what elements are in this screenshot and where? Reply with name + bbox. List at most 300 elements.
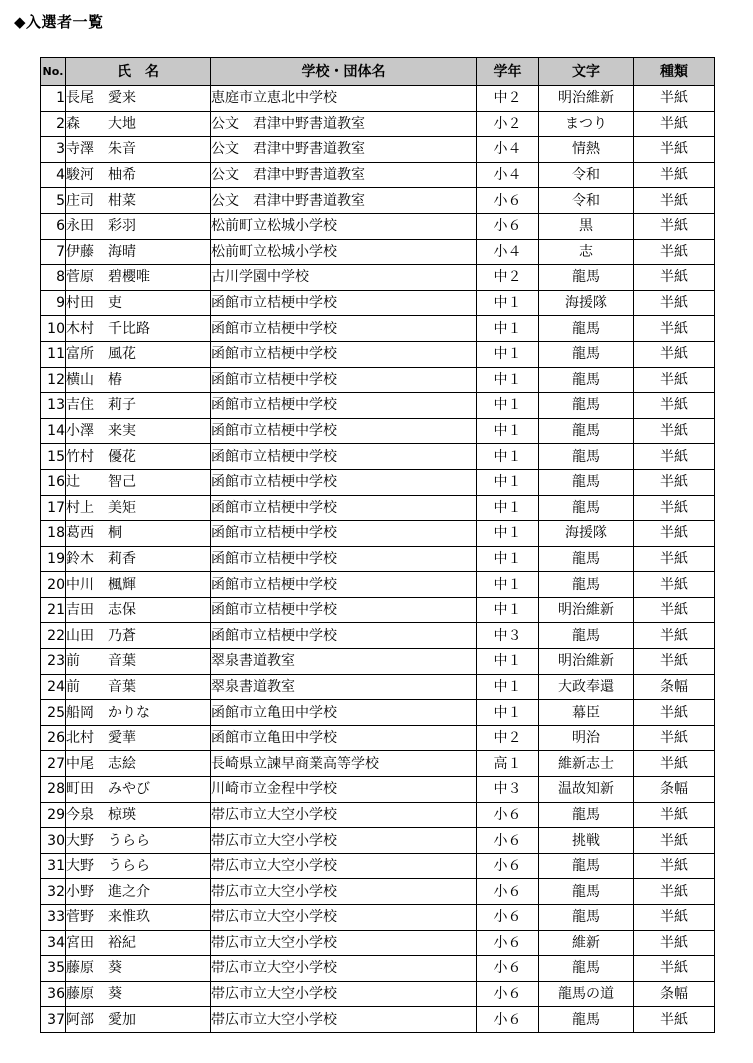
family-name: 山田 [66,627,94,644]
row-school: 長崎県立諫早商業高等学校 [211,751,477,777]
row-character: 龍馬 [539,853,634,879]
row-grade: 中３ [477,777,539,803]
row-character: 令和 [539,162,634,188]
table-row [41,597,715,623]
family-name: 富所 [66,346,94,363]
row-name [66,1007,211,1033]
row-name [66,597,211,623]
row-name [66,86,211,112]
family-name: 今泉 [66,806,94,823]
row-number: 27 [41,751,66,777]
row-grade: 中１ [477,341,539,367]
row-name [66,981,211,1007]
row-school: 公文 君津中野書道教室 [211,162,477,188]
row-school: 函館市立亀田中学校 [211,700,477,726]
header-no: No. [41,58,66,86]
row-character: 龍馬 [539,623,634,649]
row-school: 函館市立桔梗中学校 [211,367,477,393]
row-character: 黒 [539,213,634,239]
row-name [66,725,211,751]
family-name: 横山 [66,371,94,388]
row-type: 半紙 [634,418,715,444]
table-row [41,572,715,598]
given-name: 彩羽 [108,218,136,235]
table-body [41,86,715,1033]
row-number: 19 [41,546,66,572]
row-type: 半紙 [634,623,715,649]
table-row [41,751,715,777]
row-type: 半紙 [634,86,715,112]
family-name: 小澤 [66,423,94,440]
table-row [41,86,715,112]
row-school: 函館市立桔梗中学校 [211,469,477,495]
row-type: 条幅 [634,674,715,700]
row-character: 挑戦 [539,828,634,854]
row-school: 翠泉書道教室 [211,649,477,675]
row-type: 半紙 [634,111,715,137]
row-school: 函館市立桔梗中学校 [211,572,477,598]
header-grade: 学年 [477,58,539,86]
given-name: 愛加 [108,1011,136,1028]
row-name [66,341,211,367]
row-grade: 小６ [477,188,539,214]
family-name: 永田 [66,218,94,235]
row-type: 半紙 [634,751,715,777]
table-row [41,316,715,342]
table-row [41,469,715,495]
row-character: 龍馬 [539,495,634,521]
row-type: 半紙 [634,316,715,342]
row-number: 5 [41,188,66,214]
row-school: 函館市立桔梗中学校 [211,521,477,547]
table-row [41,341,715,367]
row-school: 松前町立松城小学校 [211,213,477,239]
given-name: 椿 [108,371,122,388]
row-type: 条幅 [634,981,715,1007]
row-number: 6 [41,213,66,239]
given-name: 莉香 [108,550,136,567]
row-number: 33 [41,905,66,931]
given-name: 吏 [108,295,122,312]
table-row [41,828,715,854]
row-type: 半紙 [634,393,715,419]
family-name: 阿部 [66,1011,94,1028]
row-name [66,137,211,163]
table-row [41,649,715,675]
family-name: 村上 [66,499,94,516]
row-grade: 中１ [477,674,539,700]
table-row [41,393,715,419]
table-row [41,239,715,265]
table-row [41,956,715,982]
family-name: 竹村 [66,448,94,465]
row-character: 情熱 [539,137,634,163]
given-name: 莉子 [108,397,136,414]
given-name: 愛華 [108,730,136,747]
row-name [66,853,211,879]
row-name [66,367,211,393]
row-character: まつり [539,111,634,137]
row-name [66,751,211,777]
row-name [66,879,211,905]
row-type: 半紙 [634,853,715,879]
row-number: 10 [41,316,66,342]
row-school: 帯広市立大空小学校 [211,828,477,854]
row-grade: 小４ [477,137,539,163]
row-number: 9 [41,290,66,316]
row-grade: 高１ [477,751,539,777]
row-name [66,905,211,931]
table-row [41,802,715,828]
family-name: 庄司 [66,192,94,209]
family-name: 長尾 [66,90,94,107]
row-number: 20 [41,572,66,598]
selection-table [40,57,715,1033]
family-name: 藤原 [66,960,94,977]
row-number: 11 [41,341,66,367]
row-school: 函館市立桔梗中学校 [211,316,477,342]
given-name: かりな [108,704,150,721]
row-grade: 小６ [477,981,539,1007]
row-number: 16 [41,469,66,495]
row-number: 29 [41,802,66,828]
family-name: 前 [66,653,80,670]
table-row [41,546,715,572]
row-grade: 小４ [477,162,539,188]
row-number: 18 [41,521,66,547]
given-name: 千比路 [108,320,150,337]
family-name: 森 [66,115,80,132]
given-name: 裕紀 [108,934,136,951]
row-school: 函館市立亀田中学校 [211,725,477,751]
family-name: 大野 [66,858,94,875]
given-name: 音葉 [108,678,136,695]
row-name [66,802,211,828]
row-grade: 中１ [477,367,539,393]
row-grade: 中１ [477,546,539,572]
row-character: 龍馬 [539,905,634,931]
table-row [41,188,715,214]
row-character: 龍馬 [539,341,634,367]
given-name: 音葉 [108,653,136,670]
row-school: 帯広市立大空小学校 [211,956,477,982]
row-character: 海援隊 [539,290,634,316]
row-character: 明治維新 [539,597,634,623]
row-type: 半紙 [634,239,715,265]
given-name: 乃蒼 [108,627,136,644]
row-name [66,162,211,188]
row-character: 龍馬 [539,469,634,495]
row-school: 古川学園中学校 [211,265,477,291]
table-row [41,853,715,879]
row-name [66,444,211,470]
row-character: 龍馬 [539,546,634,572]
row-type: 半紙 [634,469,715,495]
header-name: 氏 名 [66,58,211,86]
row-type: 半紙 [634,930,715,956]
row-grade: 小６ [477,1007,539,1033]
row-school: 帯広市立大空小学校 [211,905,477,931]
given-name: 柚希 [108,167,136,184]
row-character: 温故知新 [539,777,634,803]
table-row [41,700,715,726]
row-school: 函館市立桔梗中学校 [211,495,477,521]
row-character: 龍馬 [539,879,634,905]
row-grade: 中２ [477,725,539,751]
family-name: 小野 [66,883,94,900]
table-row [41,290,715,316]
row-character: 維新志士 [539,751,634,777]
row-number: 24 [41,674,66,700]
row-character: 龍馬の道 [539,981,634,1007]
given-name: 碧櫻唯 [108,269,150,286]
row-grade: 中３ [477,623,539,649]
row-school: 公文 君津中野書道教室 [211,137,477,163]
row-type: 半紙 [634,546,715,572]
family-name: 鈴木 [66,550,94,567]
row-school: 帯広市立大空小学校 [211,802,477,828]
row-grade: 中１ [477,418,539,444]
row-school: 函館市立桔梗中学校 [211,341,477,367]
family-name: 大野 [66,832,94,849]
row-type: 半紙 [634,341,715,367]
row-grade: 中２ [477,86,539,112]
row-number: 13 [41,393,66,419]
row-character: 明治維新 [539,649,634,675]
row-character: 令和 [539,188,634,214]
row-name [66,495,211,521]
row-character: 明治維新 [539,86,634,112]
row-name [66,572,211,598]
row-type: 半紙 [634,213,715,239]
family-name: 船岡 [66,704,94,721]
given-name: 朱音 [108,141,136,158]
row-school: 函館市立桔梗中学校 [211,546,477,572]
row-character: 龍馬 [539,367,634,393]
given-name: 来惟玖 [108,909,150,926]
table-row [41,111,715,137]
row-number: 2 [41,111,66,137]
table-row [41,725,715,751]
row-school: 函館市立桔梗中学校 [211,597,477,623]
row-type: 半紙 [634,265,715,291]
row-number: 36 [41,981,66,1007]
row-type: 半紙 [634,879,715,905]
row-type: 半紙 [634,725,715,751]
given-name: 智己 [108,474,136,491]
row-grade: 小６ [477,828,539,854]
row-type: 半紙 [634,597,715,623]
row-school: 公文 君津中野書道教室 [211,188,477,214]
row-name [66,213,211,239]
family-name: 菅野 [66,909,94,926]
row-grade: 中１ [477,597,539,623]
row-grade: 小４ [477,239,539,265]
row-number: 26 [41,725,66,751]
row-type: 半紙 [634,956,715,982]
row-type: 半紙 [634,828,715,854]
row-school: 帯広市立大空小学校 [211,1007,477,1033]
row-name [66,930,211,956]
row-number: 23 [41,649,66,675]
row-name [66,674,211,700]
family-name: 木村 [66,320,94,337]
family-name: 辻 [66,474,80,491]
row-type: 半紙 [634,521,715,547]
row-number: 34 [41,930,66,956]
row-character: 明治 [539,725,634,751]
row-grade: 中１ [477,572,539,598]
row-grade: 中２ [477,265,539,291]
row-grade: 小２ [477,111,539,137]
row-name [66,239,211,265]
table-row [41,137,715,163]
header-type: 種類 [634,58,715,86]
row-type: 半紙 [634,137,715,163]
page-title: ◆入選者一覧 [14,13,104,31]
row-name [66,700,211,726]
row-type: 半紙 [634,290,715,316]
row-grade: 中１ [477,290,539,316]
row-number: 22 [41,623,66,649]
table-row [41,495,715,521]
row-school: 函館市立桔梗中学校 [211,623,477,649]
row-name [66,111,211,137]
row-grade: 中１ [477,649,539,675]
row-grade: 中１ [477,521,539,547]
row-number: 15 [41,444,66,470]
row-name [66,265,211,291]
family-name: 伊藤 [66,243,94,260]
row-type: 条幅 [634,777,715,803]
given-name: 葵 [108,986,122,1003]
given-name: みやび [108,781,150,798]
family-name: 前 [66,678,80,695]
row-type: 半紙 [634,162,715,188]
row-number: 3 [41,137,66,163]
family-name: 北村 [66,730,94,747]
table-row [41,444,715,470]
row-name [66,777,211,803]
table-row [41,623,715,649]
table-header-row [41,58,715,86]
given-name: 来実 [108,423,136,440]
given-name: 椋瑛 [108,806,136,823]
family-name: 中川 [66,576,94,593]
row-grade: 小６ [477,213,539,239]
family-name: 吉田 [66,602,94,619]
row-grade: 中１ [477,469,539,495]
row-type: 半紙 [634,572,715,598]
row-grade: 小６ [477,853,539,879]
row-number: 8 [41,265,66,291]
given-name: 美矩 [108,499,136,516]
given-name: 志絵 [108,755,136,772]
row-grade: 小６ [477,879,539,905]
row-school: 公文 君津中野書道教室 [211,111,477,137]
row-grade: 中１ [477,444,539,470]
row-school: 函館市立桔梗中学校 [211,393,477,419]
family-name: 藤原 [66,986,94,1003]
row-school: 帯広市立大空小学校 [211,981,477,1007]
row-character: 龍馬 [539,444,634,470]
row-character: 大政奉還 [539,674,634,700]
row-character: 海援隊 [539,521,634,547]
row-character: 龍馬 [539,393,634,419]
row-grade: 小６ [477,956,539,982]
given-name: うらら [108,858,150,875]
given-name: 大地 [108,115,136,132]
family-name: 駿河 [66,167,94,184]
table-row [41,981,715,1007]
row-grade: 小６ [477,930,539,956]
row-type: 半紙 [634,1007,715,1033]
family-name: 葛西 [66,525,94,542]
row-character: 龍馬 [539,265,634,291]
table-row [41,930,715,956]
row-character: 龍馬 [539,316,634,342]
row-name [66,188,211,214]
row-character: 龍馬 [539,956,634,982]
row-number: 30 [41,828,66,854]
given-name: 優花 [108,448,136,465]
row-type: 半紙 [634,649,715,675]
row-type: 半紙 [634,495,715,521]
row-name [66,828,211,854]
given-name: うらら [108,832,150,849]
row-type: 半紙 [634,905,715,931]
table-row [41,213,715,239]
table-row [41,521,715,547]
row-number: 25 [41,700,66,726]
given-name: 桐 [108,525,122,542]
row-school: 恵庭市立恵北中学校 [211,86,477,112]
row-name [66,546,211,572]
header-character: 文字 [539,58,634,86]
row-character: 龍馬 [539,1007,634,1033]
row-number: 37 [41,1007,66,1033]
row-grade: 小６ [477,905,539,931]
given-name: 志保 [108,602,136,619]
table-row [41,905,715,931]
given-name: 葵 [108,960,122,977]
row-number: 35 [41,956,66,982]
family-name: 宮田 [66,934,94,951]
given-name: 海晴 [108,243,136,260]
family-name: 寺澤 [66,141,94,158]
row-name [66,521,211,547]
row-number: 7 [41,239,66,265]
row-school: 翠泉書道教室 [211,674,477,700]
table-row [41,674,715,700]
row-name [66,418,211,444]
table-row [41,367,715,393]
row-type: 半紙 [634,802,715,828]
row-type: 半紙 [634,700,715,726]
header-school: 学校・団体名 [211,58,477,86]
row-school: 松前町立松城小学校 [211,239,477,265]
row-school: 函館市立桔梗中学校 [211,418,477,444]
row-character: 幕臣 [539,700,634,726]
row-character: 維新 [539,930,634,956]
row-number: 28 [41,777,66,803]
row-school: 函館市立桔梗中学校 [211,290,477,316]
given-name: 楓輝 [108,576,136,593]
row-grade: 中１ [477,316,539,342]
row-grade: 中１ [477,700,539,726]
given-name: 柑菜 [108,192,136,209]
row-character: 龍馬 [539,802,634,828]
